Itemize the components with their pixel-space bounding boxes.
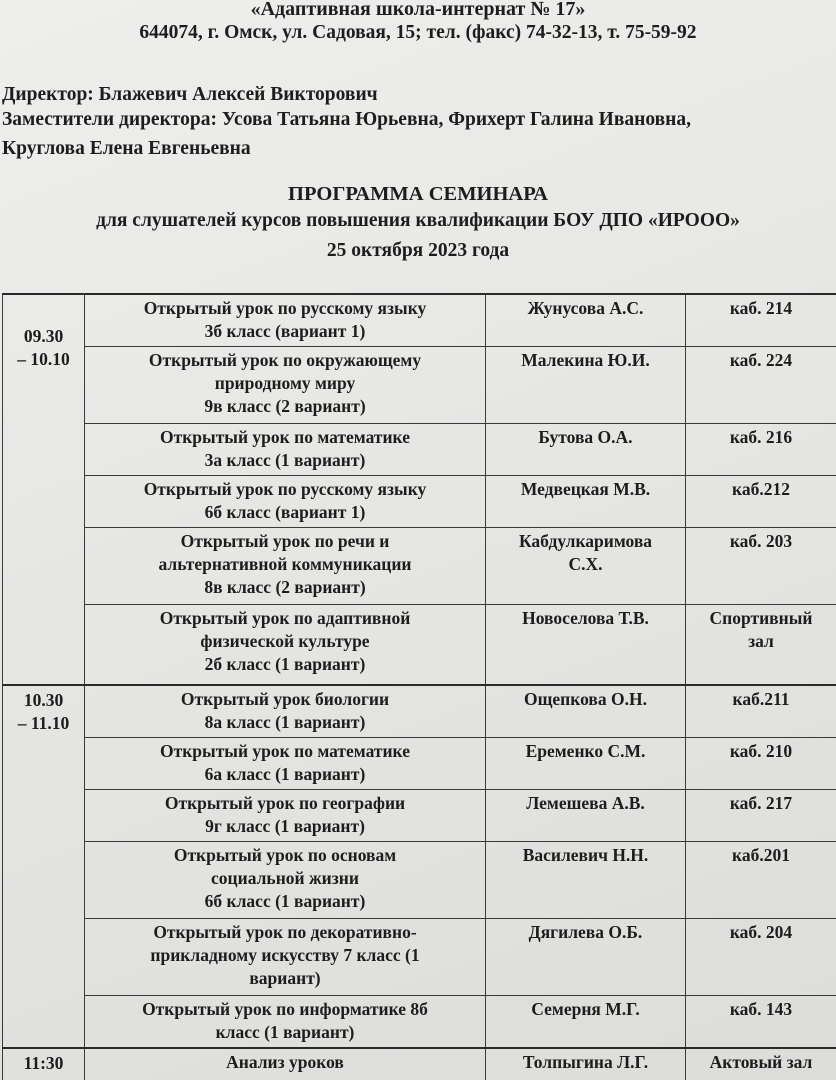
lesson-title: Открытый урок по окружающему природному миру 9в класс (2 вариант)	[85, 347, 486, 424]
room-cell: каб. 224	[686, 347, 836, 424]
lesson-title: Открытый урок по русскому языку 3б класс (вариант 1)	[85, 294, 486, 347]
schedule-row	[3, 737, 836, 789]
lesson-title: Открытый урок по декоративно- прикладному искусству 7 класс (1 вариант)	[85, 918, 486, 995]
room-cell: каб. 217	[686, 789, 836, 841]
teacher-name: Медвецкая М.В.	[486, 476, 686, 528]
room-cell: Актовый зал	[686, 1048, 836, 1080]
room-cell: каб. 143	[686, 995, 836, 1048]
program-subtitle: для слушателей курсов повышения квалификации БОУ ДПО «ИРООО»	[96, 210, 740, 231]
lesson-title: Анализ уроков	[85, 1048, 486, 1080]
teacher-name: Дягилева О.Б.	[486, 918, 686, 995]
schedule-row	[3, 918, 836, 995]
schedule-table	[2, 293, 836, 1080]
schedule-row	[3, 294, 836, 347]
time-slot: 09.30 – 10.10	[3, 294, 85, 685]
lesson-title: Открытый урок по информатике 8б класс (1 вариант)	[85, 995, 486, 1048]
director-line: Директор: Блажевич Алексей Викторович	[2, 84, 378, 105]
lesson-title: Открытый урок по адаптивной физической культуре 2б класс (1 вариант)	[85, 605, 486, 685]
room-cell: каб.212	[686, 476, 836, 528]
teacher-name: Бутова О.А.	[486, 424, 686, 476]
room-cell: каб. 203	[686, 528, 836, 605]
school-address: 644074, г. Омск, ул. Садовая, 15; тел. (факс) 74-32-13, т. 75-59-92	[139, 22, 697, 43]
time-slot: 11:30	[3, 1048, 85, 1080]
room-cell: каб. 216	[686, 424, 836, 476]
lesson-title: Открытый урок биологии 8а класс (1 вариант)	[85, 685, 486, 738]
room-cell: каб.211	[686, 685, 836, 738]
program-date: 25 октября 2023 года	[326, 240, 510, 261]
lesson-title: Открытый урок по географии 9г класс (1 вариант)	[85, 789, 486, 841]
teacher-name: Ощепкова О.Н.	[486, 685, 686, 738]
schedule-row	[3, 528, 836, 605]
teacher-name: Еременко С.М.	[486, 737, 686, 789]
schedule-row	[3, 424, 836, 476]
school-name: «Адаптивная школа-интернат № 17»	[250, 0, 586, 20]
teacher-name: Семерня М.Г.	[486, 995, 686, 1048]
schedule-row	[3, 476, 836, 528]
teacher-name: Василевич Н.Н.	[486, 841, 686, 918]
teacher-name: Жунусова А.С.	[486, 294, 686, 347]
lesson-title: Открытый урок по русскому языку 6б класс (вариант 1)	[85, 476, 486, 528]
room-cell: каб.201	[686, 841, 836, 918]
schedule-row	[3, 995, 836, 1048]
schedule-row	[3, 841, 836, 918]
lesson-title: Открытый урок по основам социальной жизни 6б класс (1 вариант)	[85, 841, 486, 918]
time-slot: 10.30 – 11.10	[3, 685, 85, 1048]
lesson-title: Открытый урок по речи и альтернативной коммуникации 8в класс (2 вариант)	[85, 528, 486, 605]
lesson-title: Открытый урок по математике 6а класс (1 вариант)	[85, 737, 486, 789]
schedule-row	[3, 605, 836, 685]
room-cell: Спортивный зал	[686, 605, 836, 685]
teacher-name: Малекина Ю.И.	[486, 347, 686, 424]
schedule-row	[3, 685, 836, 738]
program-title: ПРОГРАММА СЕМИНАРА	[288, 183, 548, 205]
schedule-row	[3, 347, 836, 424]
teacher-name: Кабдулкаримова С.Х.	[486, 528, 686, 605]
room-cell: каб. 210	[686, 737, 836, 789]
schedule-row	[3, 789, 836, 841]
deputies-line-continued: Круглова Елена Евгеньевна	[2, 138, 251, 159]
room-cell: каб. 214	[686, 294, 836, 347]
deputies-line: Заместители директора: Усова Татьяна Юрьевна, Фрихерт Галина Ивановна,	[2, 109, 692, 130]
teacher-name: Лемешева А.В.	[486, 789, 686, 841]
schedule-row	[3, 1048, 836, 1080]
teacher-name: Новоселова Т.В.	[486, 605, 686, 685]
room-cell: каб. 204	[686, 918, 836, 995]
lesson-title: Открытый урок по математике 3а класс (1 вариант)	[85, 424, 486, 476]
teacher-name: Толпыгина Л.Г.	[486, 1048, 686, 1080]
